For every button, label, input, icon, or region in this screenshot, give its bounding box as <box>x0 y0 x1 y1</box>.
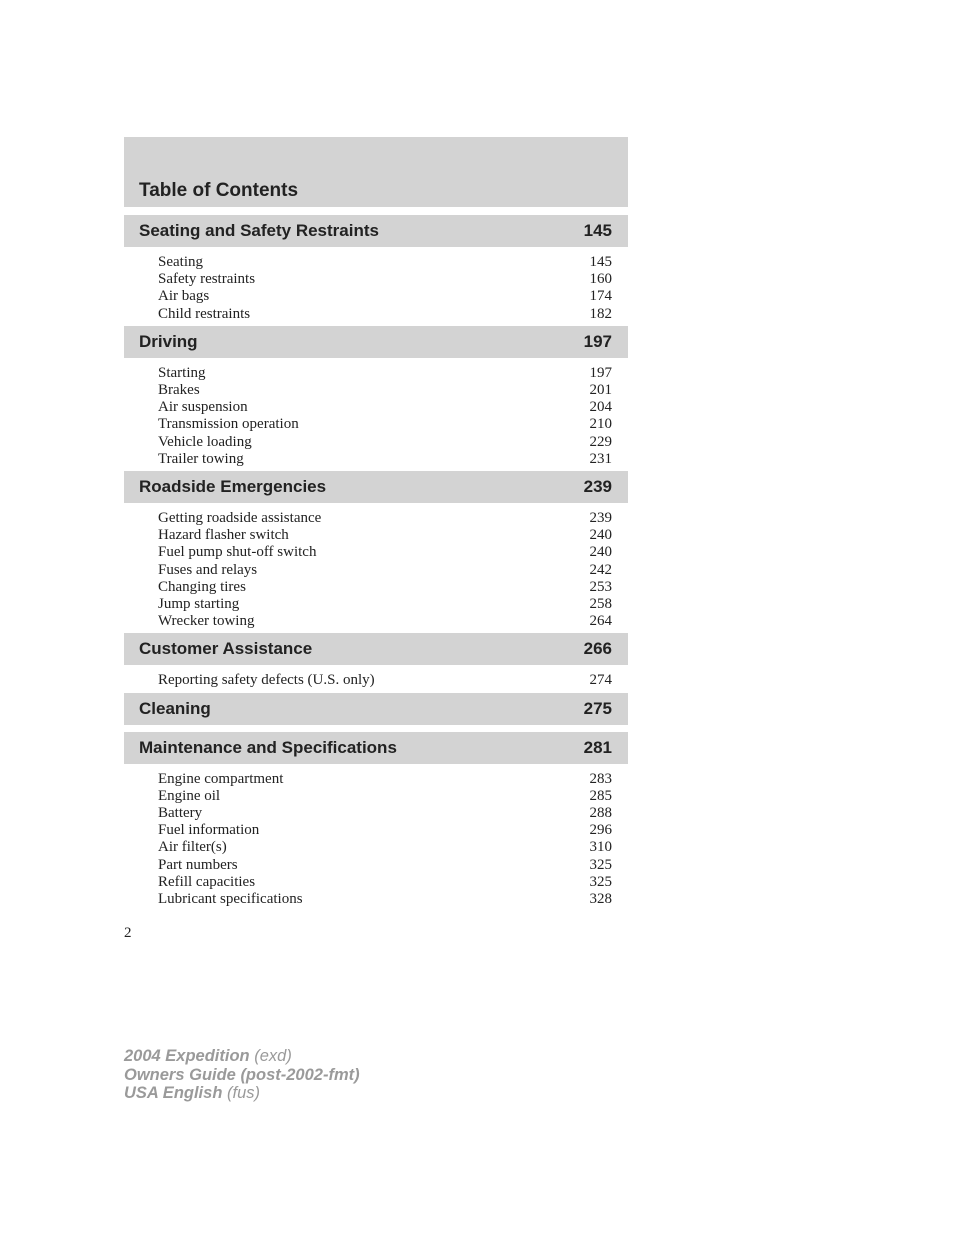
section-items <box>124 665 628 692</box>
footer-language-code: (fus) <box>227 1084 260 1102</box>
item-label: Changing tires <box>158 578 246 595</box>
toc-item[interactable] <box>158 822 612 839</box>
item-page-number: 160 <box>589 271 612 288</box>
page-number: 2 <box>124 925 132 941</box>
item-label: Engine compartment <box>158 770 284 787</box>
item-label: Jump starting <box>158 596 240 613</box>
item-label: Getting roadside assistance <box>158 510 322 527</box>
section-title: Roadside Emergencies <box>139 477 327 497</box>
item-label: Child restraints <box>158 305 251 322</box>
toc-item[interactable] <box>158 805 612 822</box>
toc-section-heading[interactable] <box>124 732 628 764</box>
item-page-number: 253 <box>589 578 612 595</box>
item-label: Wrecker towing <box>158 613 255 630</box>
item-page-number: 240 <box>589 544 612 561</box>
item-label: Battery <box>158 805 203 822</box>
section-title: Customer Assistance <box>139 639 313 659</box>
spacer <box>124 207 628 215</box>
toc-item[interactable] <box>158 510 612 527</box>
toc-section-heading[interactable] <box>124 693 628 725</box>
table-of-contents <box>124 137 628 911</box>
section-title: Maintenance and Specifications <box>139 737 397 757</box>
item-label: Reporting safety defects (U.S. only) <box>158 672 375 689</box>
section-items <box>124 764 628 912</box>
item-label: Hazard flasher switch <box>158 527 289 544</box>
item-page-number: 274 <box>589 672 612 689</box>
toc-section-heading[interactable] <box>124 471 628 503</box>
toc-item[interactable] <box>158 288 612 305</box>
item-label: Fuel pump shut-off switch <box>158 544 317 561</box>
document-footer <box>124 1047 360 1103</box>
item-label: Vehicle loading <box>158 433 252 450</box>
item-page-number: 325 <box>589 873 612 890</box>
footer-model: 2004 Expedition <box>124 1047 250 1065</box>
item-label: Lubricant specifications <box>158 891 303 908</box>
toc-section-heading[interactable] <box>124 215 628 247</box>
footer-line-1 <box>124 1047 360 1066</box>
item-page-number: 239 <box>589 510 612 527</box>
item-label: Fuses and relays <box>158 561 258 578</box>
footer-line-2: Owners Guide (post-2002-fmt) <box>124 1065 360 1084</box>
section-title: Cleaning <box>139 698 211 718</box>
section-title: Driving <box>139 331 198 351</box>
section-page-number: 275 <box>583 698 612 718</box>
toc-item[interactable] <box>158 839 612 856</box>
item-page-number: 210 <box>589 416 612 433</box>
item-page-number: 296 <box>589 822 612 839</box>
toc-item[interactable] <box>158 562 612 579</box>
item-page-number: 197 <box>589 364 612 381</box>
toc-item[interactable] <box>158 382 612 399</box>
item-page-number: 310 <box>589 839 612 856</box>
item-page-number: 174 <box>589 288 612 305</box>
toc-header <box>124 137 628 207</box>
toc-item[interactable] <box>158 451 612 468</box>
item-label: Brakes <box>158 382 200 399</box>
item-label: Air bags <box>158 288 210 305</box>
item-label: Transmission operation <box>158 416 299 433</box>
item-label: Refill capacities <box>158 873 256 890</box>
toc-item[interactable] <box>158 596 612 613</box>
item-page-number: 145 <box>589 254 612 270</box>
toc-section-heading[interactable] <box>124 326 628 358</box>
toc-item[interactable] <box>158 613 612 630</box>
item-page-number: 288 <box>589 805 612 822</box>
item-page-number: 325 <box>589 856 612 873</box>
item-page-number: 283 <box>589 770 612 787</box>
toc-item[interactable] <box>158 672 612 689</box>
footer-language: USA English <box>124 1084 223 1102</box>
item-page-number: 231 <box>589 450 612 467</box>
toc-item[interactable] <box>158 416 612 433</box>
spacer <box>124 725 628 732</box>
toc-item[interactable] <box>158 874 612 891</box>
toc-item[interactable] <box>158 891 612 908</box>
item-label: Trailer towing <box>158 450 244 467</box>
item-label: Part numbers <box>158 856 238 873</box>
item-page-number: 204 <box>589 399 612 416</box>
section-page-number: 197 <box>583 331 612 351</box>
item-label: Air filter(s) <box>158 839 227 856</box>
toc-sections <box>124 215 628 911</box>
item-label: Fuel information <box>158 822 260 839</box>
item-page-number: 242 <box>589 561 612 578</box>
toc-item[interactable] <box>158 771 612 788</box>
section-items <box>124 247 628 326</box>
toc-item[interactable] <box>158 544 612 561</box>
toc-item[interactable] <box>158 788 612 805</box>
item-page-number: 264 <box>589 613 612 630</box>
section-items <box>124 503 628 633</box>
toc-item[interactable] <box>158 254 612 271</box>
item-label: Engine oil <box>158 787 221 804</box>
item-page-number: 201 <box>589 382 612 399</box>
item-page-number: 285 <box>589 787 612 804</box>
toc-title: Table of Contents <box>139 180 299 201</box>
footer-line-3 <box>124 1084 360 1103</box>
toc-item[interactable] <box>158 365 612 382</box>
item-label: Safety restraints <box>158 271 256 288</box>
item-label: Seating <box>158 254 203 270</box>
section-page-number: 281 <box>583 737 612 757</box>
section-page-number: 239 <box>583 477 612 497</box>
item-page-number: 240 <box>589 527 612 544</box>
item-page-number: 182 <box>589 305 612 322</box>
section-items <box>124 358 628 471</box>
toc-item[interactable] <box>158 434 612 451</box>
item-label: Air suspension <box>158 399 248 416</box>
toc-item[interactable] <box>158 857 612 874</box>
section-page-number: 145 <box>583 221 612 240</box>
section-title: Seating and Safety Restraints <box>139 221 379 240</box>
toc-section-heading[interactable] <box>124 633 628 665</box>
item-page-number: 258 <box>589 596 612 613</box>
item-page-number: 229 <box>589 433 612 450</box>
toc-item[interactable] <box>158 527 612 544</box>
toc-item[interactable] <box>158 306 612 323</box>
section-page-number: 266 <box>583 639 612 659</box>
footer-model-code: (exd) <box>254 1047 292 1065</box>
toc-item[interactable] <box>158 579 612 596</box>
item-page-number: 328 <box>589 891 612 908</box>
toc-item[interactable] <box>158 271 612 288</box>
item-label: Starting <box>158 364 206 381</box>
toc-item[interactable] <box>158 399 612 416</box>
